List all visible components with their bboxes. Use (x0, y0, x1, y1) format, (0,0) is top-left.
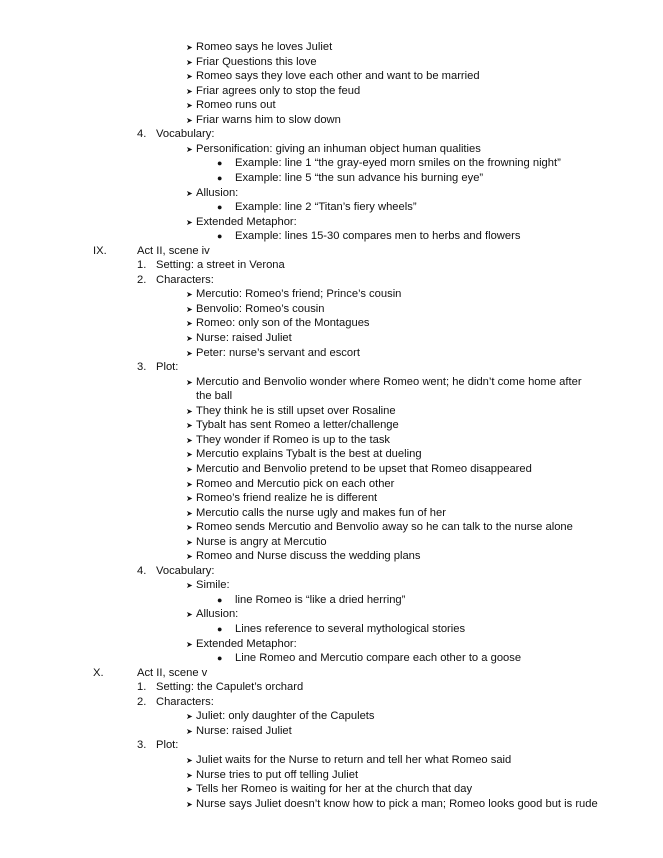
list-number: 1. (137, 681, 147, 693)
list-item: Extended Metaphor: (196, 216, 297, 228)
arrow-bullet-icon: ➤ (186, 640, 193, 649)
list-item: Nurse: raised Juliet (196, 332, 292, 344)
section-heading: Act II, scene iv (137, 245, 210, 257)
list-number: 2. (137, 274, 147, 286)
list-number: 1. (137, 259, 147, 271)
dot-bullet-icon: ● (217, 231, 223, 241)
arrow-bullet-icon: ➤ (186, 800, 193, 809)
list-item: Friar Questions this love (196, 56, 317, 68)
list-item: Juliet waits for the Nurse to return and tell her what Romeo said (196, 754, 512, 766)
list-item: They wonder if Romeo is up to the task (196, 434, 391, 446)
list-item: Extended Metaphor: (196, 638, 297, 650)
list-item: Romeo runs out (196, 99, 276, 111)
arrow-bullet-icon: ➤ (186, 421, 193, 430)
arrow-bullet-icon: ➤ (186, 290, 193, 299)
arrow-bullet-icon: ➤ (186, 378, 193, 387)
list-item-heading: Setting: the Capulet’s orchard (156, 681, 304, 693)
arrow-bullet-icon: ➤ (186, 349, 193, 358)
list-item: Example: line 5 “the sun advance his burning eye” (235, 172, 484, 184)
list-item: Benvolio: Romeo’s cousin (196, 303, 325, 315)
dot-bullet-icon: ● (217, 173, 223, 183)
arrow-bullet-icon: ➤ (186, 116, 193, 125)
arrow-bullet-icon: ➤ (186, 610, 193, 619)
list-item: Example: line 2 “Titan’s fiery wheels” (235, 201, 417, 213)
dot-bullet-icon: ● (217, 158, 223, 168)
arrow-bullet-icon: ➤ (186, 58, 193, 67)
list-number: 3. (137, 739, 147, 751)
list-item: Tybalt has sent Romeo a letter/challenge (196, 419, 399, 431)
list-item-heading: Setting: a street in Verona (156, 259, 285, 271)
list-item: Mercutio calls the nurse ugly and makes fun of her (196, 507, 446, 519)
list-item-continuation: the ball (196, 390, 233, 402)
list-item-heading: Vocabulary: (156, 128, 215, 140)
list-item: Allusion: (196, 187, 239, 199)
list-item: Juliet: only daughter of the Capulets (196, 710, 375, 722)
arrow-bullet-icon: ➤ (186, 450, 193, 459)
arrow-bullet-icon: ➤ (186, 72, 193, 81)
arrow-bullet-icon: ➤ (186, 87, 193, 96)
list-item: Friar agrees only to stop the feud (196, 85, 361, 97)
list-item: Romeo says he loves Juliet (196, 41, 333, 53)
arrow-bullet-icon: ➤ (186, 218, 193, 227)
section-numeral: IX. (93, 245, 107, 257)
arrow-bullet-icon: ➤ (186, 727, 193, 736)
list-item: Romeo sends Mercutio and Benvolio away so he can talk to the nurse alone (196, 521, 573, 533)
list-item: Line Romeo and Mercutio compare each other to a goose (235, 652, 522, 664)
dot-bullet-icon: ● (217, 624, 223, 634)
list-item: Mercutio explains Tybalt is the best at dueling (196, 448, 422, 460)
list-item: Peter: nurse’s servant and escort (196, 347, 360, 359)
list-item: Romeo’s friend realize he is different (196, 492, 378, 504)
arrow-bullet-icon: ➤ (186, 101, 193, 110)
arrow-bullet-icon: ➤ (186, 494, 193, 503)
arrow-bullet-icon: ➤ (186, 334, 193, 343)
list-item: Mercutio and Benvolio pretend to be upset that Romeo disappeared (196, 463, 532, 475)
list-item-heading: Characters: (156, 274, 214, 286)
list-item: Nurse says Juliet doesn’t know how to pick a man; Romeo looks good but is rude (196, 798, 598, 810)
arrow-bullet-icon: ➤ (186, 552, 193, 561)
list-item: Lines reference to several mythological stories (235, 623, 466, 635)
arrow-bullet-icon: ➤ (186, 480, 193, 489)
list-item: Nurse: raised Juliet (196, 725, 292, 737)
arrow-bullet-icon: ➤ (186, 436, 193, 445)
list-item: Romeo: only son of the Montagues (196, 317, 370, 329)
list-item: Nurse tries to put off telling Juliet (196, 769, 359, 781)
dot-bullet-icon: ● (217, 202, 223, 212)
list-item: Example: lines 15-30 compares men to herbs and flowers (235, 230, 521, 242)
list-number: 3. (137, 361, 147, 373)
list-item: They think he is still upset over Rosaline (196, 405, 396, 417)
list-item: Mercutio: Romeo’s friend; Prince’s cousin (196, 288, 402, 300)
list-item: Simile: (196, 579, 230, 591)
arrow-bullet-icon: ➤ (186, 465, 193, 474)
dot-bullet-icon: ● (217, 653, 223, 663)
list-item: Personification: giving an inhuman object human qualities (196, 143, 481, 155)
list-item: Romeo says they love each other and want to be married (196, 70, 480, 82)
arrow-bullet-icon: ➤ (186, 538, 193, 547)
arrow-bullet-icon: ➤ (186, 523, 193, 532)
list-item: Romeo and Mercutio pick on each other (196, 478, 395, 490)
list-number: 4. (137, 565, 147, 577)
list-item: line Romeo is “like a dried herring” (235, 594, 406, 606)
list-item-heading: Plot: (156, 361, 179, 373)
list-item: Tells her Romeo is waiting for her at the church that day (196, 783, 473, 795)
list-item: Example: line 1 “the gray-eyed morn smiles on the frowning night” (235, 157, 561, 169)
arrow-bullet-icon: ➤ (186, 189, 193, 198)
arrow-bullet-icon: ➤ (186, 407, 193, 416)
arrow-bullet-icon: ➤ (186, 756, 193, 765)
list-item: Friar warns him to slow down (196, 114, 341, 126)
dot-bullet-icon: ● (217, 595, 223, 605)
list-item-heading: Plot: (156, 739, 179, 751)
arrow-bullet-icon: ➤ (186, 319, 193, 328)
arrow-bullet-icon: ➤ (186, 771, 193, 780)
section-numeral: X. (93, 667, 104, 679)
list-number: 4. (137, 128, 147, 140)
arrow-bullet-icon: ➤ (186, 712, 193, 721)
arrow-bullet-icon: ➤ (186, 145, 193, 154)
list-item: Allusion: (196, 608, 239, 620)
list-number: 2. (137, 696, 147, 708)
list-item: Nurse is angry at Mercutio (196, 536, 327, 548)
arrow-bullet-icon: ➤ (186, 43, 193, 52)
list-item: Mercutio and Benvolio wonder where Romeo went; he didn’t come home after (196, 376, 582, 388)
section-heading: Act II, scene v (137, 667, 208, 679)
list-item-heading: Vocabulary: (156, 565, 215, 577)
arrow-bullet-icon: ➤ (186, 305, 193, 314)
arrow-bullet-icon: ➤ (186, 785, 193, 794)
list-item: Romeo and Nurse discuss the wedding plans (196, 550, 421, 562)
arrow-bullet-icon: ➤ (186, 509, 193, 518)
arrow-bullet-icon: ➤ (186, 581, 193, 590)
list-item-heading: Characters: (156, 696, 214, 708)
